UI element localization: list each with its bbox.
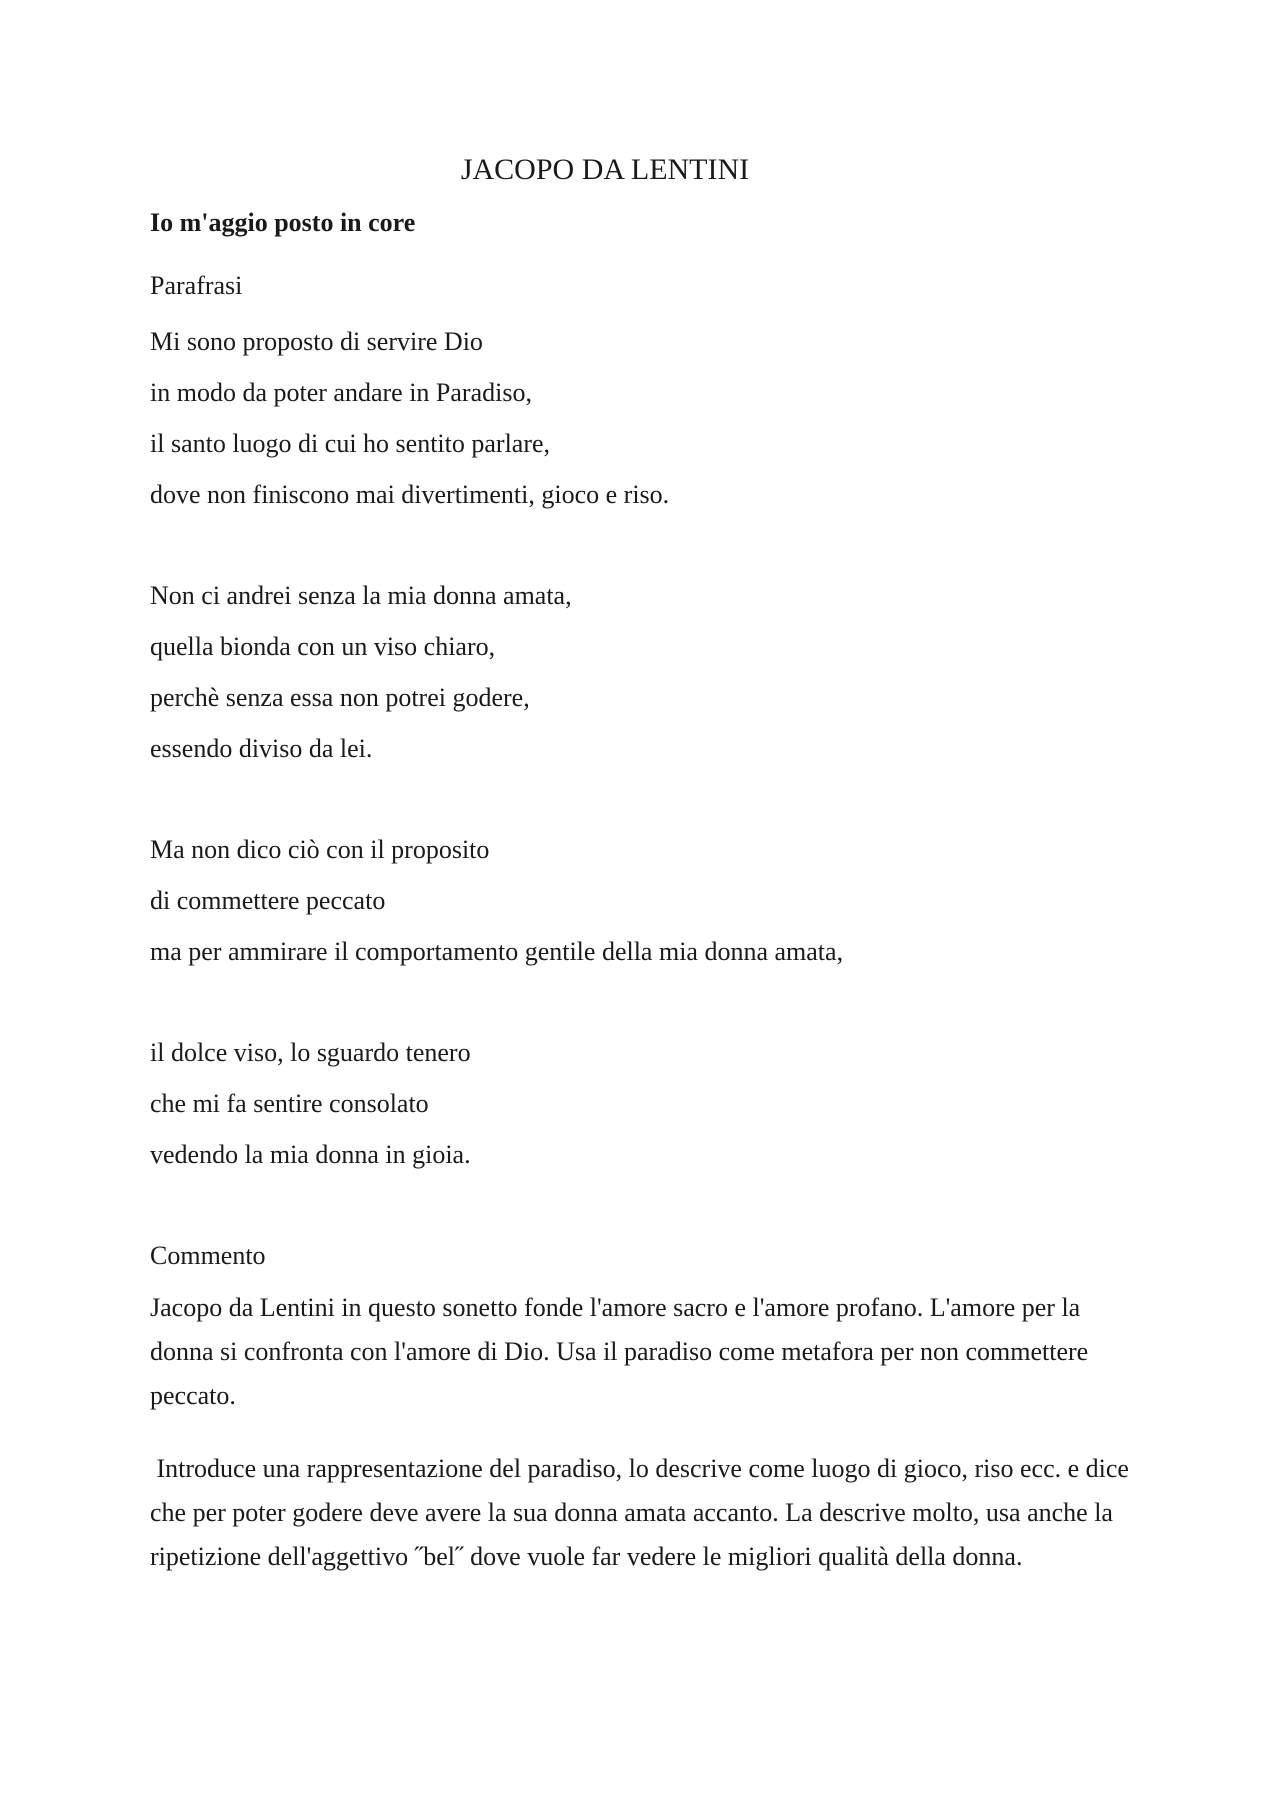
commento-paragraph-1 [150, 1286, 1130, 1418]
stanza-3 [150, 824, 1130, 977]
parafrasi-label: Parafrasi [150, 271, 243, 300]
verse-line: Mi sono proposto di servire Dio [150, 327, 483, 356]
stanza-1 [150, 316, 1130, 520]
commento-line: peccato. [150, 1381, 236, 1410]
stanza-2 [150, 570, 1130, 774]
commento-label: Commento [150, 1241, 266, 1270]
verse-line: vedendo la mia donna in gioia. [150, 1140, 471, 1169]
verse-line: perchè senza essa non potrei godere, [150, 683, 530, 712]
commento-line: Jacopo da Lentini in questo sonetto fonde l'amore sacro e l'amore profano. L'amore per la [150, 1293, 1081, 1322]
verse-line: in modo da poter andare in Paradiso, [150, 378, 532, 407]
verse-line: dove non finiscono mai divertimenti, gioco e riso. [150, 480, 670, 509]
verse-line: Non ci andrei senza la mia donna amata, [150, 581, 572, 610]
poem-title: Io m'aggio posto in core [150, 208, 416, 237]
verse-line: che mi fa sentire consolato [150, 1089, 429, 1118]
parafrasi-stanzas [150, 316, 1130, 1180]
commento-paragraph-2 [150, 1447, 1130, 1579]
commento-line: donna si confronta con l'amore di Dio. Usa il paradiso come metafora per non commettere [150, 1337, 1089, 1366]
commento-line: Introduce una rappresentazione del paradiso, lo descrive come luogo di gioco, riso ecc. e dice [150, 1454, 1129, 1483]
author-title: JACOPO DA LENTINI [460, 153, 750, 186]
verse-line: ma per ammirare il comportamento gentile della mia donna amata, [150, 937, 844, 966]
stanza-4 [150, 1027, 1130, 1180]
verse-line: essendo diviso da lei. [150, 734, 373, 763]
commento-line: che per poter godere deve avere la sua donna amata accanto. La descrive molto, usa anche la [150, 1498, 1113, 1527]
verse-line: di commettere peccato [150, 886, 386, 915]
verse-line: Ma non dico ciò con il proposito [150, 835, 490, 864]
commento-line: ripetizione dell'aggettivo ˝bel˝ dove vuole far vedere le migliori qualità della donna. [150, 1542, 1023, 1571]
verse-line: il dolce viso, lo sguardo tenero [150, 1038, 471, 1067]
verse-line: il santo luogo di cui ho sentito parlare, [150, 429, 551, 458]
verse-line: quella bionda con un viso chiaro, [150, 632, 496, 661]
